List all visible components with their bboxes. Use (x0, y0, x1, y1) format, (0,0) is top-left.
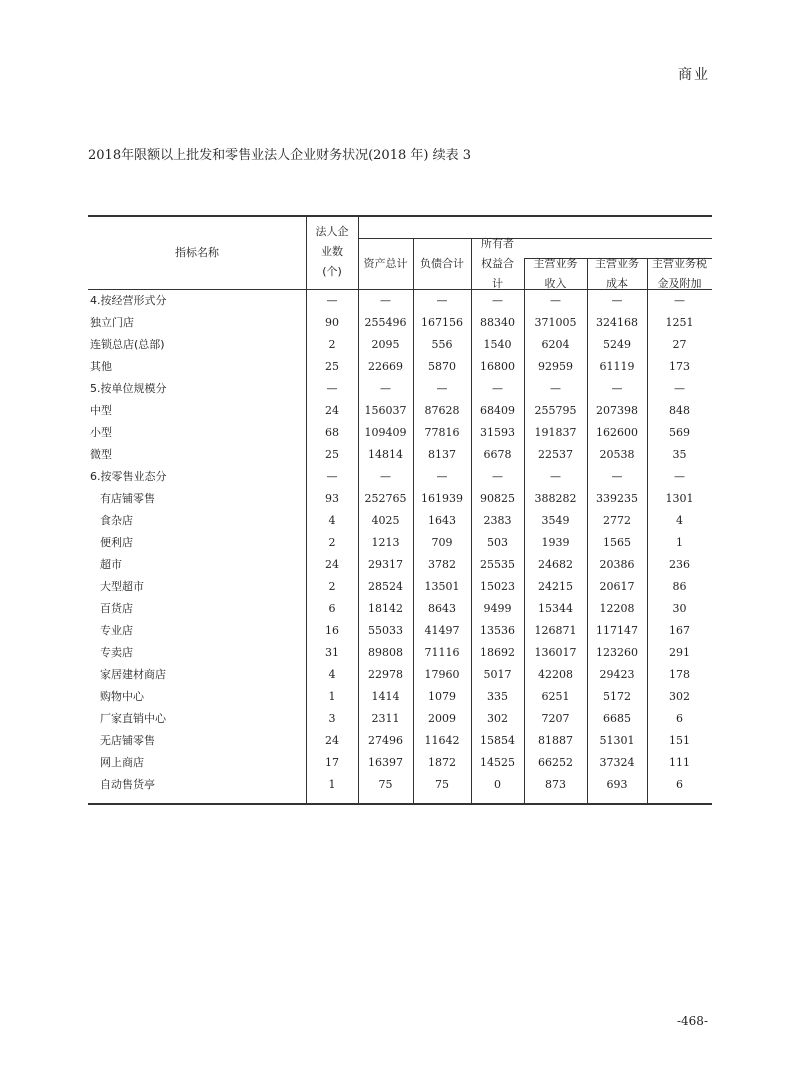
cell-cost: 6685 (603, 711, 631, 725)
header-revenue (524, 254, 587, 294)
cell-cost: 693 (606, 777, 628, 791)
cell-revenue: 873 (545, 777, 566, 791)
table-row (88, 421, 712, 443)
cell-cost: 123260 (596, 645, 638, 659)
table-row (88, 531, 712, 553)
row-label: 超市 (100, 558, 122, 571)
table-row (88, 333, 712, 355)
cell-equity: 88340 (480, 315, 515, 329)
cell-assets: 2311 (371, 711, 400, 725)
cell-cost: 29423 (599, 667, 635, 681)
cell-assets: 1414 (371, 689, 400, 703)
cell-assets: 1213 (371, 535, 400, 549)
cell-equity: 9499 (483, 601, 512, 615)
cell-assets: 22978 (368, 667, 403, 681)
header-count (306, 222, 358, 282)
cell-assets: 255496 (364, 315, 407, 329)
table-row (88, 773, 712, 795)
cell-liabilities: 3782 (428, 557, 456, 571)
cell-count: 16 (325, 623, 339, 637)
cell-tax: 6 (676, 777, 683, 791)
cell-tax: 86 (672, 579, 687, 593)
cell-revenue: 3549 (541, 513, 570, 527)
row-label: 专卖店 (100, 646, 133, 659)
row-label: 5.按单位规模分 (90, 382, 167, 395)
row-label: 百货店 (100, 602, 133, 615)
cell-liabilities: 13501 (424, 579, 460, 593)
table-row (88, 729, 712, 751)
cell-equity: 13536 (480, 623, 515, 637)
cell-count: 24 (325, 403, 339, 417)
table-row (88, 443, 712, 465)
cell-revenue: 371005 (534, 315, 577, 329)
cell-equity: 25535 (480, 557, 515, 571)
cell-liabilities: 709 (431, 535, 453, 549)
header-line: 主营业务税 (652, 257, 707, 270)
cell-equity: 31593 (480, 425, 515, 439)
row-label: 小型 (90, 426, 112, 439)
header-line: 法人企 (315, 225, 349, 238)
cell-count: 68 (325, 425, 339, 439)
table-row (88, 487, 712, 509)
table-row (88, 575, 712, 597)
cell-count: 1 (328, 689, 336, 703)
header-name: 指标名称 (175, 246, 219, 259)
cell-revenue: 66252 (538, 755, 573, 769)
cell-equity: — (492, 381, 503, 395)
cell-equity: — (492, 293, 503, 307)
cell-tax: 4 (676, 513, 683, 527)
cell-assets: 27496 (368, 733, 403, 747)
cell-cost: 1565 (603, 535, 631, 549)
cell-equity: 15023 (480, 579, 515, 593)
cell-assets: 28524 (368, 579, 403, 593)
cell-equity: 90825 (480, 491, 515, 505)
row-label: 网上商店 (100, 756, 144, 769)
row-label: 便利店 (100, 536, 133, 549)
page-section-header: 商业 (678, 67, 710, 83)
cell-revenue: — (550, 381, 561, 395)
cell-count: — (326, 293, 338, 307)
cell-equity: 6678 (483, 447, 512, 461)
cell-revenue: 6251 (541, 689, 570, 703)
cell-revenue: 7207 (541, 711, 570, 725)
table-row (88, 553, 712, 575)
cell-liabilities: 161939 (421, 491, 463, 505)
cell-liabilities: — (436, 381, 448, 395)
cell-revenue: 15344 (538, 601, 573, 615)
cell-assets: 18142 (368, 601, 403, 615)
table-row (88, 399, 712, 421)
cell-tax: 30 (672, 601, 687, 615)
cell-cost: 51301 (599, 733, 635, 747)
cell-revenue: 1939 (541, 535, 570, 549)
table-bottom-rule (88, 803, 712, 805)
table-top-rule (88, 215, 712, 217)
cell-assets: 29317 (368, 557, 403, 571)
cell-tax: 173 (669, 359, 690, 373)
cell-equity: 302 (487, 711, 508, 725)
cell-liabilities: 87628 (424, 403, 460, 417)
header-cost (587, 254, 647, 294)
table-row (88, 707, 712, 729)
header-tax (647, 254, 712, 294)
row-label: 家居建材商店 (100, 668, 166, 681)
cell-tax: 1301 (665, 491, 694, 505)
cell-liabilities: 17960 (424, 667, 460, 681)
cell-cost: 5172 (603, 689, 631, 703)
cell-count: 25 (325, 447, 339, 461)
cell-equity: 5017 (483, 667, 512, 681)
cell-tax: 35 (672, 447, 687, 461)
cell-cost: 20617 (599, 579, 635, 593)
cell-tax: 27 (672, 337, 687, 351)
header-assets: 资产总计 (363, 257, 408, 270)
cell-count: 31 (325, 645, 339, 659)
cell-assets: 75 (378, 777, 393, 791)
cell-liabilities: 2009 (428, 711, 456, 725)
row-label: 4.按经营形式分 (90, 294, 167, 307)
header-liabilities: 负债合计 (420, 257, 464, 270)
table-row (88, 663, 712, 685)
cell-tax: 302 (669, 689, 690, 703)
cell-equity: 15854 (480, 733, 515, 747)
table-row (88, 619, 712, 641)
header-rule (358, 238, 712, 239)
cell-assets: 55033 (368, 623, 403, 637)
cell-tax: 291 (669, 645, 690, 659)
row-label: 无店铺零售 (100, 734, 155, 747)
cell-liabilities: — (436, 293, 448, 307)
cell-count: 17 (325, 755, 339, 769)
cell-liabilities: 556 (431, 337, 453, 351)
cell-tax: 167 (669, 623, 690, 637)
cell-equity: 335 (487, 689, 508, 703)
cell-equity: 68409 (480, 403, 515, 417)
cell-cost: 61119 (599, 359, 635, 373)
cell-tax: 848 (669, 403, 690, 417)
cell-revenue: 24215 (538, 579, 573, 593)
cell-count: 25 (325, 359, 339, 373)
row-label: 其他 (90, 360, 112, 373)
cell-cost: — (611, 293, 623, 307)
row-label: 专业店 (100, 624, 133, 637)
cell-count: — (326, 469, 338, 483)
cell-liabilities: 1643 (428, 513, 456, 527)
header-line: 收入 (544, 277, 567, 290)
cell-assets: 109409 (364, 425, 407, 439)
cell-liabilities: 1079 (428, 689, 456, 703)
table-row (88, 289, 712, 311)
cell-liabilities: 41497 (424, 623, 460, 637)
header-line: 成本 (606, 277, 628, 290)
cell-liabilities: 8137 (428, 447, 456, 461)
cell-cost: 324168 (596, 315, 638, 329)
cell-liabilities: — (436, 469, 448, 483)
cell-cost: 339235 (596, 491, 638, 505)
row-label: 购物中心 (100, 690, 144, 703)
table-row (88, 465, 712, 487)
cell-cost: — (611, 469, 623, 483)
row-label: 厂家直销中心 (100, 712, 166, 725)
table-row (88, 311, 712, 333)
cell-tax: — (674, 469, 685, 483)
cell-liabilities: 167156 (421, 315, 463, 329)
cell-revenue: 191837 (534, 425, 577, 439)
cell-revenue: 136017 (534, 645, 577, 659)
row-label: 自动售货亭 (100, 778, 155, 791)
cell-count: 2 (328, 579, 336, 593)
cell-liabilities: 71116 (424, 645, 460, 659)
row-label: 食杂店 (100, 514, 133, 527)
table-row (88, 641, 712, 663)
cell-revenue: 6204 (541, 337, 570, 351)
cell-equity: 14525 (480, 755, 515, 769)
cell-liabilities: 5870 (428, 359, 456, 373)
table-row (88, 685, 712, 707)
cell-cost: 162600 (596, 425, 638, 439)
cell-tax: — (674, 293, 685, 307)
cell-revenue: — (550, 293, 561, 307)
cell-cost: 37324 (599, 755, 635, 769)
header-line: 业数 (321, 245, 343, 258)
cell-count: 4 (328, 667, 336, 681)
header-line: 权益合 (481, 257, 514, 270)
cell-revenue: 81887 (538, 733, 573, 747)
header-line: 主营业务 (533, 257, 578, 270)
cell-assets: — (380, 293, 391, 307)
row-label: 中型 (90, 404, 112, 417)
cell-count: 24 (325, 733, 339, 747)
cell-assets: — (380, 469, 391, 483)
cell-equity: — (492, 469, 503, 483)
cell-liabilities: 77816 (424, 425, 460, 439)
cell-assets: 252765 (364, 491, 407, 505)
cell-assets: 156037 (364, 403, 407, 417)
cell-assets: 4025 (371, 513, 400, 527)
header-line: (个) (322, 265, 342, 278)
page-number: -468- (676, 1014, 708, 1028)
cell-liabilities: 75 (435, 777, 449, 791)
cell-liabilities: 11642 (424, 733, 460, 747)
cell-equity: 0 (494, 777, 501, 791)
cell-count: 90 (325, 315, 339, 329)
cell-assets: — (380, 381, 391, 395)
row-label: 大型超市 (100, 580, 144, 593)
cell-tax: 151 (669, 733, 690, 747)
cell-tax: 178 (669, 667, 690, 681)
cell-revenue: 388282 (534, 491, 577, 505)
cell-cost: 20538 (599, 447, 635, 461)
cell-tax: 111 (669, 755, 690, 769)
cell-count: 93 (325, 491, 339, 505)
cell-equity: 16800 (480, 359, 515, 373)
cell-revenue: 255795 (534, 403, 577, 417)
cell-count: 24 (325, 557, 339, 571)
table-row (88, 597, 712, 619)
cell-assets: 14814 (368, 447, 403, 461)
cell-tax: 1251 (665, 315, 694, 329)
header-line: 主营业务 (595, 257, 639, 270)
cell-revenue: — (550, 469, 561, 483)
cell-equity: 503 (487, 535, 508, 549)
cell-count: 6 (328, 601, 336, 615)
cell-revenue: 22537 (538, 447, 573, 461)
cell-equity: 2383 (483, 513, 512, 527)
row-label: 有店铺零售 (100, 492, 155, 505)
row-label: 微型 (90, 448, 112, 461)
cell-count: 3 (328, 711, 336, 725)
cell-cost: 2772 (603, 513, 631, 527)
header-line: 金及附加 (657, 277, 702, 290)
cell-liabilities: 8643 (428, 601, 456, 615)
cell-assets: 16397 (368, 755, 403, 769)
cell-tax: — (674, 381, 685, 395)
header-line: 计 (492, 277, 503, 290)
table-row (88, 377, 712, 399)
table-row (88, 751, 712, 773)
cell-cost: 207398 (596, 403, 638, 417)
cell-assets: 22669 (368, 359, 403, 373)
table-row (88, 509, 712, 531)
cell-count: 1 (328, 777, 336, 791)
cell-revenue: 24682 (538, 557, 573, 571)
cell-count: 2 (328, 337, 336, 351)
cell-liabilities: 1872 (428, 755, 456, 769)
cell-cost: — (611, 381, 623, 395)
cell-revenue: 126871 (534, 623, 577, 637)
table-title: 2018年限额以上批发和零售业法人企业财务状况(2018 年) 续表 3 (88, 148, 471, 163)
cell-cost: 5249 (603, 337, 631, 351)
cell-cost: 117147 (596, 623, 638, 637)
cell-cost: 20386 (599, 557, 635, 571)
cell-revenue: 42208 (538, 667, 573, 681)
cell-tax: 569 (669, 425, 690, 439)
cell-equity: 18692 (480, 645, 515, 659)
cell-assets: 2095 (371, 337, 400, 351)
cell-count: 4 (328, 513, 336, 527)
table-row (88, 355, 712, 377)
cell-count: 2 (328, 535, 336, 549)
cell-assets: 89808 (368, 645, 403, 659)
cell-equity: 1540 (483, 337, 512, 351)
row-label: 独立门店 (90, 316, 134, 329)
header-line: 所有者 (481, 237, 514, 250)
row-label: 连锁总店(总部) (90, 338, 165, 351)
row-label: 6.按零售业态分 (90, 470, 167, 483)
cell-count: — (326, 381, 338, 395)
header-equity (471, 234, 524, 294)
cell-tax: 236 (669, 557, 690, 571)
cell-revenue: 92959 (538, 359, 573, 373)
cell-tax: 6 (676, 711, 683, 725)
cell-tax: 1 (676, 535, 683, 549)
table-body (88, 289, 712, 795)
cell-cost: 12208 (599, 601, 635, 615)
